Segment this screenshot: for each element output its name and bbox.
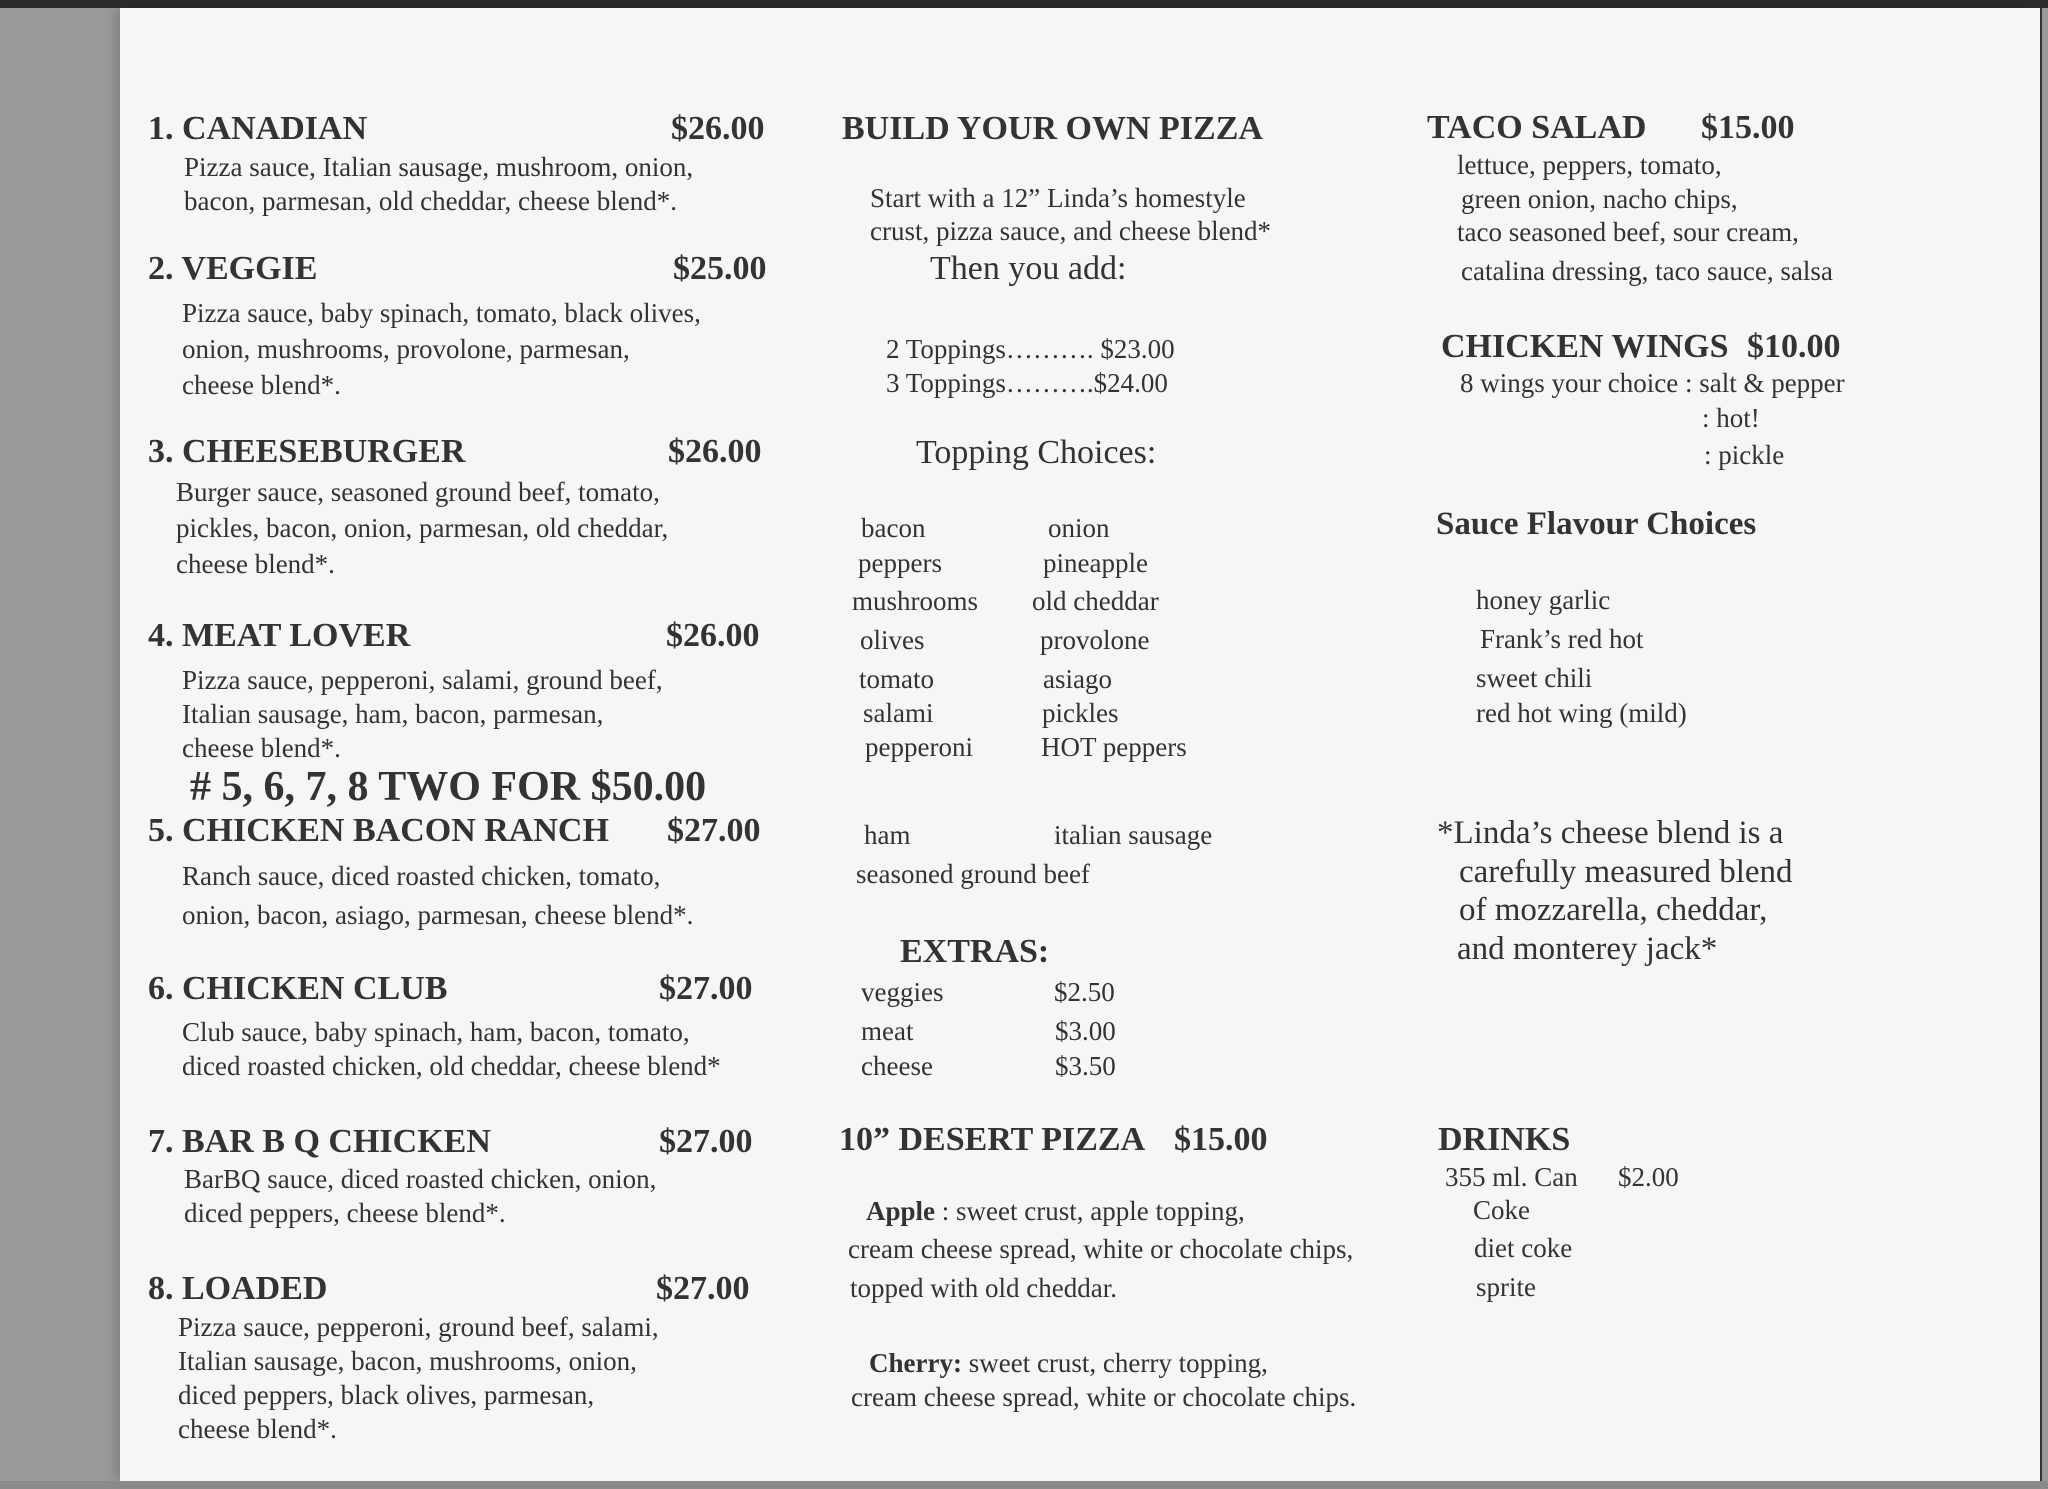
dessert-cherry-label: Cherry: bbox=[869, 1348, 962, 1378]
sauce-title: Sauce Flavour Choices bbox=[1436, 506, 1757, 542]
extra-veggies-name: veggies bbox=[861, 977, 944, 1007]
topping-italian-sausage: italian sausage bbox=[1054, 820, 1213, 850]
drink-sprite: sprite bbox=[1476, 1272, 1536, 1302]
drink-coke: Coke bbox=[1473, 1195, 1530, 1225]
wings-title: CHICKEN WINGS bbox=[1441, 328, 1729, 365]
scanner-top-edge bbox=[0, 0, 2048, 8]
promo-banner: # 5, 6, 7, 8 TWO FOR $50.00 bbox=[190, 764, 707, 810]
topping-seasoned-ground-beef: seasoned ground beef bbox=[856, 859, 1090, 889]
dessert-apple-line-3: topped with old cheddar. bbox=[850, 1273, 1117, 1303]
dessert-apple-label: Apple bbox=[866, 1196, 936, 1226]
topping-olives: olives bbox=[860, 625, 925, 655]
build-intro-2: crust, pizza sauce, and cheese blend* bbox=[870, 216, 1272, 246]
topping-old-cheddar: old cheddar bbox=[1032, 586, 1159, 616]
wings-line-2: : hot! bbox=[1702, 403, 1760, 433]
topping-asiago: asiago bbox=[1043, 664, 1112, 694]
pizza-8-name: 8. LOADED bbox=[148, 1270, 328, 1307]
blend-line-1: *Linda’s cheese blend is a bbox=[1437, 815, 1784, 851]
blend-line-2: carefully measured blend bbox=[1459, 854, 1793, 890]
pizza-8-desc: Pizza sauce, pepperoni, ground beef, salami, Italian sausage, bacon, mushrooms, onion, diced peppers, black olives, parmesan, cheese blend*. bbox=[178, 1312, 659, 1444]
pizza-7-price: $27.00 bbox=[659, 1123, 753, 1160]
pizza-6-desc: Club sauce, baby spinach, ham, bacon, tomato, diced roasted chicken, old cheddar, cheese blend* bbox=[182, 1017, 721, 1081]
drinks-can: 355 ml. Can bbox=[1445, 1162, 1578, 1192]
topping-onion: onion bbox=[1048, 513, 1110, 543]
dessert-cherry-line-1: Cherry: sweet crust, cherry topping, bbox=[869, 1348, 1268, 1378]
pizza-2-price: $25.00 bbox=[673, 250, 767, 287]
extra-meat-name: meat bbox=[861, 1016, 914, 1046]
topping-pepperoni: pepperoni bbox=[865, 732, 973, 762]
pizza-5-price: $27.00 bbox=[667, 812, 761, 849]
pizza-6-price: $27.00 bbox=[659, 970, 753, 1007]
wings-price: $10.00 bbox=[1747, 328, 1841, 365]
build-intro-1: Start with a 12” Linda’s homestyle bbox=[870, 183, 1246, 213]
pizza-8-price: $27.00 bbox=[656, 1270, 750, 1307]
pizza-5-desc: Ranch sauce, diced roasted chicken, tomato, onion, bacon, asiago, parmesan, cheese blend*. bbox=[182, 861, 694, 930]
toppings-title: Topping Choices: bbox=[916, 434, 1157, 471]
pizza-1-price: $26.00 bbox=[671, 110, 765, 147]
drink-diet-coke: diet coke bbox=[1474, 1233, 1573, 1263]
blend-line-4: and monterey jack* bbox=[1457, 931, 1718, 967]
topping-tomato: tomato bbox=[859, 664, 934, 694]
wings-line-1: 8 wings your choice : salt & pepper bbox=[1460, 368, 1845, 398]
taco-line-1: lettuce, peppers, tomato, bbox=[1457, 150, 1722, 180]
dessert-cherry-line-2: cream cheese spread, white or chocolate chips. bbox=[851, 1382, 1357, 1412]
wings-line-3: : pickle bbox=[1704, 440, 1785, 470]
dessert-apple-line-2: cream cheese spread, white or chocolate chips, bbox=[848, 1234, 1354, 1264]
pizza-4-price: $26.00 bbox=[666, 617, 760, 654]
blend-line-3: of mozzarella, cheddar, bbox=[1459, 892, 1768, 928]
pizza-3-price: $26.00 bbox=[668, 433, 762, 470]
drinks-title: DRINKS bbox=[1438, 1121, 1571, 1158]
pizza-5-name: 5. CHICKEN BACON RANCH bbox=[148, 812, 609, 849]
sauce-sweet-chili: sweet chili bbox=[1476, 663, 1593, 693]
topping-mushrooms: mushrooms bbox=[852, 586, 979, 616]
build-title: BUILD YOUR OWN PIZZA bbox=[842, 110, 1263, 147]
pizza-3-desc: Burger sauce, seasoned ground beef, tomato, pickles, bacon, onion, parmesan, old cheddar, cheese blend*. bbox=[176, 477, 669, 579]
dessert-apple-line-1: Apple : sweet crust, apple topping, bbox=[866, 1196, 1245, 1226]
drinks-price: $2.00 bbox=[1618, 1162, 1679, 1192]
sauce-red-hot-wing: red hot wing (mild) bbox=[1476, 698, 1687, 728]
build-price-2: 2 Toppings………. $23.00 bbox=[886, 334, 1175, 364]
dessert-price: $15.00 bbox=[1174, 1121, 1268, 1158]
pizza-7-desc: BarBQ sauce, diced roasted chicken, onion, diced peppers, cheese blend*. bbox=[184, 1164, 657, 1228]
taco-title: TACO SALAD bbox=[1427, 109, 1647, 146]
topping-pickles: pickles bbox=[1042, 698, 1119, 728]
pizza-4-desc: Pizza sauce, pepperoni, salami, ground beef, Italian sausage, ham, bacon, parmesan, cheese blend*. bbox=[182, 665, 663, 763]
extra-cheese-price: $3.50 bbox=[1055, 1051, 1116, 1081]
extra-veggies-price: $2.50 bbox=[1054, 977, 1115, 1007]
pizza-4-name: 4. MEAT LOVER bbox=[148, 617, 411, 654]
taco-price: $15.00 bbox=[1701, 109, 1795, 146]
extras-title: EXTRAS: bbox=[900, 933, 1050, 970]
pizza-1-desc: Pizza sauce, Italian sausage, mushroom, onion, bacon, parmesan, old cheddar, cheese blend*. bbox=[184, 152, 694, 216]
build-price-3: 3 Toppings……….$24.00 bbox=[886, 368, 1168, 398]
taco-line-3: taco seasoned beef, sour cream, bbox=[1457, 217, 1799, 247]
dessert-title: 10” DESERT PIZZA bbox=[839, 1121, 1146, 1158]
pizza-1-name: 1. CANADIAN bbox=[148, 110, 368, 147]
taco-line-4: catalina dressing, taco sauce, salsa bbox=[1461, 256, 1833, 286]
pizza-7-name: 7. BAR B Q CHICKEN bbox=[148, 1123, 491, 1160]
topping-bacon: bacon bbox=[861, 513, 926, 543]
extra-cheese-name: cheese bbox=[861, 1051, 933, 1081]
taco-line-2: green onion, nacho chips, bbox=[1461, 184, 1738, 214]
sauce-honey-garlic: honey garlic bbox=[1476, 585, 1611, 615]
topping-ham: ham bbox=[864, 820, 911, 850]
topping-hot-peppers: HOT peppers bbox=[1041, 732, 1187, 762]
scanner-bottom-edge bbox=[0, 1481, 2048, 1489]
topping-provolone: provolone bbox=[1040, 625, 1150, 655]
extra-meat-price: $3.00 bbox=[1055, 1016, 1116, 1046]
pizza-2-desc: Pizza sauce, baby spinach, tomato, black olives, onion, mushrooms, provolone, parmesan, cheese blend*. bbox=[182, 298, 701, 400]
topping-pineapple: pineapple bbox=[1043, 548, 1148, 578]
topping-peppers: peppers bbox=[858, 548, 942, 578]
sauce-franks-red-hot: Frank’s red hot bbox=[1480, 624, 1644, 654]
pizza-3-name: 3. CHEESEBURGER bbox=[148, 433, 466, 470]
build-intro-3: Then you add: bbox=[930, 250, 1127, 287]
topping-salami: salami bbox=[863, 698, 934, 728]
pizza-2-name: 2. VEGGIE bbox=[148, 250, 318, 287]
pizza-6-name: 6. CHICKEN CLUB bbox=[148, 970, 448, 1007]
